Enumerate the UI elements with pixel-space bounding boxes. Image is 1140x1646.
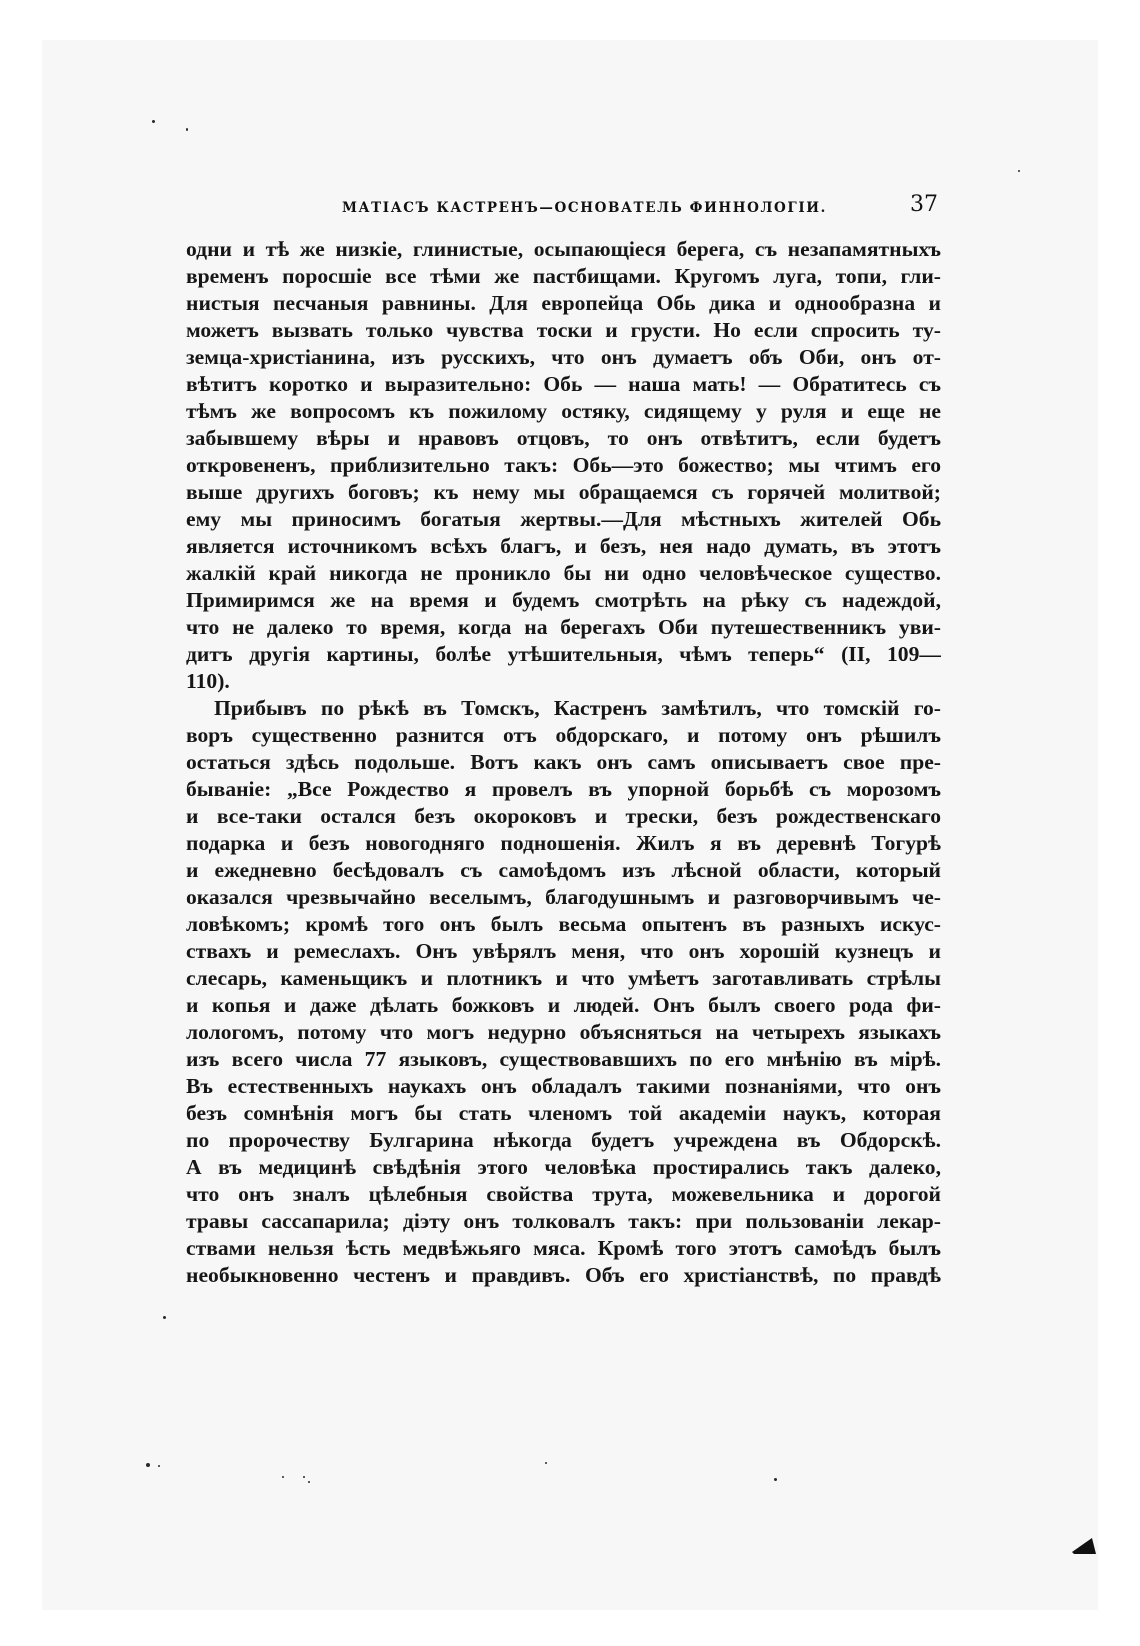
text-line: выше другихъ боговъ; къ нему мы обращаемся съ горячей молитвой; bbox=[186, 480, 941, 504]
text-line: по пророчеству Булгарина нѣкогда будетъ учреждена въ Обдорскѣ. bbox=[186, 1128, 941, 1152]
scan-speck bbox=[303, 1476, 305, 1478]
text-line: забывшему вѣры и нравовъ отцовъ, то онъ отвѣтитъ, если будетъ bbox=[186, 426, 941, 450]
scan-speck bbox=[158, 1465, 160, 1467]
text-line: Примиримся же на время и будемъ смотрѣть на рѣку съ надеждой, bbox=[186, 588, 941, 612]
corner-mark-icon bbox=[1072, 1538, 1096, 1554]
text-line: что онъ зналъ цѣлебныя свойства трута, можевельника и дорогой bbox=[186, 1182, 941, 1206]
text-line: и ежедневно бесѣдовалъ съ самоѣдомъ изъ лѣсной области, который bbox=[186, 858, 941, 882]
text-line: А въ медицинѣ свѣдѣнія этого человѣка простирались такъ далеко, bbox=[186, 1155, 941, 1179]
scan-speck bbox=[163, 1316, 166, 1319]
text-line: дитъ другія картины, болѣе утѣшительныя, чѣмъ теперь“ (II, 109— bbox=[186, 642, 941, 666]
text-line: Въ естественныхъ наукахъ онъ обладалъ такими познаніями, что онъ bbox=[186, 1074, 941, 1098]
page-number: 37 bbox=[910, 192, 938, 217]
text-line: тѣмъ же вопросомъ къ пожилому остяку, сидящему у руля и еще не bbox=[186, 399, 941, 423]
text-line: ему мы приносимъ богатыя жертвы.—Для мѣстныхъ жителей Обь bbox=[186, 507, 941, 531]
text-line: оказался чрезвычайно веселымъ, благодушнымъ и разговорчивымъ че- bbox=[186, 885, 941, 909]
running-title: МАТІАСЪ КАСТРЕНЪ—ОСНОВАТЕЛЬ ФИННОЛОГІИ. bbox=[342, 200, 827, 216]
text-line: временъ поросшіе все тѣми же пастбищами. Кругомъ луга, топи, гли- bbox=[186, 264, 941, 288]
text-line: откровененъ, приблизительно такъ: Обь—это божество; мы чтимъ его bbox=[186, 453, 941, 477]
scan-speck bbox=[282, 1476, 284, 1478]
text-line: ловѣкомъ; кромѣ того онъ былъ весьма опытенъ въ разныхъ искус- bbox=[186, 912, 941, 936]
scan-speck bbox=[545, 1462, 547, 1464]
scan-speck bbox=[146, 1463, 150, 1467]
text-line: ствахъ и ремеслахъ. Онъ увѣрялъ меня, что онъ хорошій кузнецъ и bbox=[186, 939, 941, 963]
text-line: 110). bbox=[186, 669, 230, 693]
text-line: нистыя песчаныя равнины. Для европейца Обь дика и однообразна и bbox=[186, 291, 941, 315]
text-line: воръ существенно разнится отъ обдорскаго, и потому онъ рѣшилъ bbox=[186, 723, 941, 747]
scan-speck bbox=[308, 1481, 310, 1483]
text-line: можетъ вызвать только чувства тоски и грусти. Но если спросить ту- bbox=[186, 318, 941, 342]
scan-speck bbox=[152, 120, 155, 123]
text-line: вѣтитъ коротко и выразительно: Обь — наша мать! — Обратитесь съ bbox=[186, 372, 941, 396]
text-line: ствами нельзя ѣсть медвѣжьяго мяса. Кромѣ того этотъ самоѣдъ былъ bbox=[186, 1236, 941, 1260]
text-line: остаться здѣсь подольше. Вотъ какъ онъ самъ описываетъ свое пре- bbox=[186, 750, 941, 774]
text-line: подарка и безъ новогодняго подношенія. Жилъ я въ деревнѣ Тогурѣ bbox=[186, 831, 941, 855]
text-line: изъ всего числа 77 языковъ, существовавшихъ по его мнѣнію въ мірѣ. bbox=[186, 1047, 941, 1071]
text-line: является источникомъ всѣхъ благъ, и безъ, нея надо думать, въ этотъ bbox=[186, 534, 941, 558]
text-line: безъ сомнѣнія могъ бы стать членомъ той академіи наукъ, которая bbox=[186, 1101, 941, 1125]
scan-speck bbox=[774, 1478, 777, 1481]
text-line: бываніе: „Все Рождество я провелъ въ упорной борьбѣ съ морозомъ bbox=[186, 777, 941, 801]
body-text bbox=[186, 236, 941, 1289]
scan-speck bbox=[186, 128, 188, 131]
text-line: Прибывъ по рѣкѣ въ Томскъ, Кастренъ замѣтилъ, что томскій го- bbox=[214, 696, 941, 720]
text-line: жалкій край никогда не проникло бы ни одно человѣческое существо. bbox=[186, 561, 941, 585]
text-line: земца-христіанина, изъ русскихъ, что онъ думаетъ объ Оби, онъ от- bbox=[186, 345, 941, 369]
scan-speck bbox=[1018, 170, 1020, 172]
text-line: что не далеко то время, когда на берегахъ Оби путешественникъ уви- bbox=[186, 615, 941, 639]
text-line: одни и тѣ же низкіе, глинистые, осыпающіеся берега, съ незапамятныхъ bbox=[186, 237, 941, 261]
text-line: и все-таки остался безъ окороковъ и трески, безъ рождественскаго bbox=[186, 804, 941, 828]
text-line: и копья и даже дѣлать божковъ и людей. Онъ былъ своего рода фи- bbox=[186, 993, 941, 1017]
text-line: травы сассапарила; діэту онъ толковалъ такъ: при пользованіи лекар- bbox=[186, 1209, 941, 1233]
running-head bbox=[190, 190, 940, 226]
text-line: лологомъ, потому что могъ недурно объясняться на четырехъ языкахъ bbox=[186, 1020, 941, 1044]
text-line: слесарь, каменьщикъ и плотникъ и что умѣетъ заготавливать стрѣлы bbox=[186, 966, 941, 990]
text-line: необыкновенно честенъ и правдивъ. Объ его христіанствѣ, по правдѣ bbox=[186, 1263, 941, 1287]
